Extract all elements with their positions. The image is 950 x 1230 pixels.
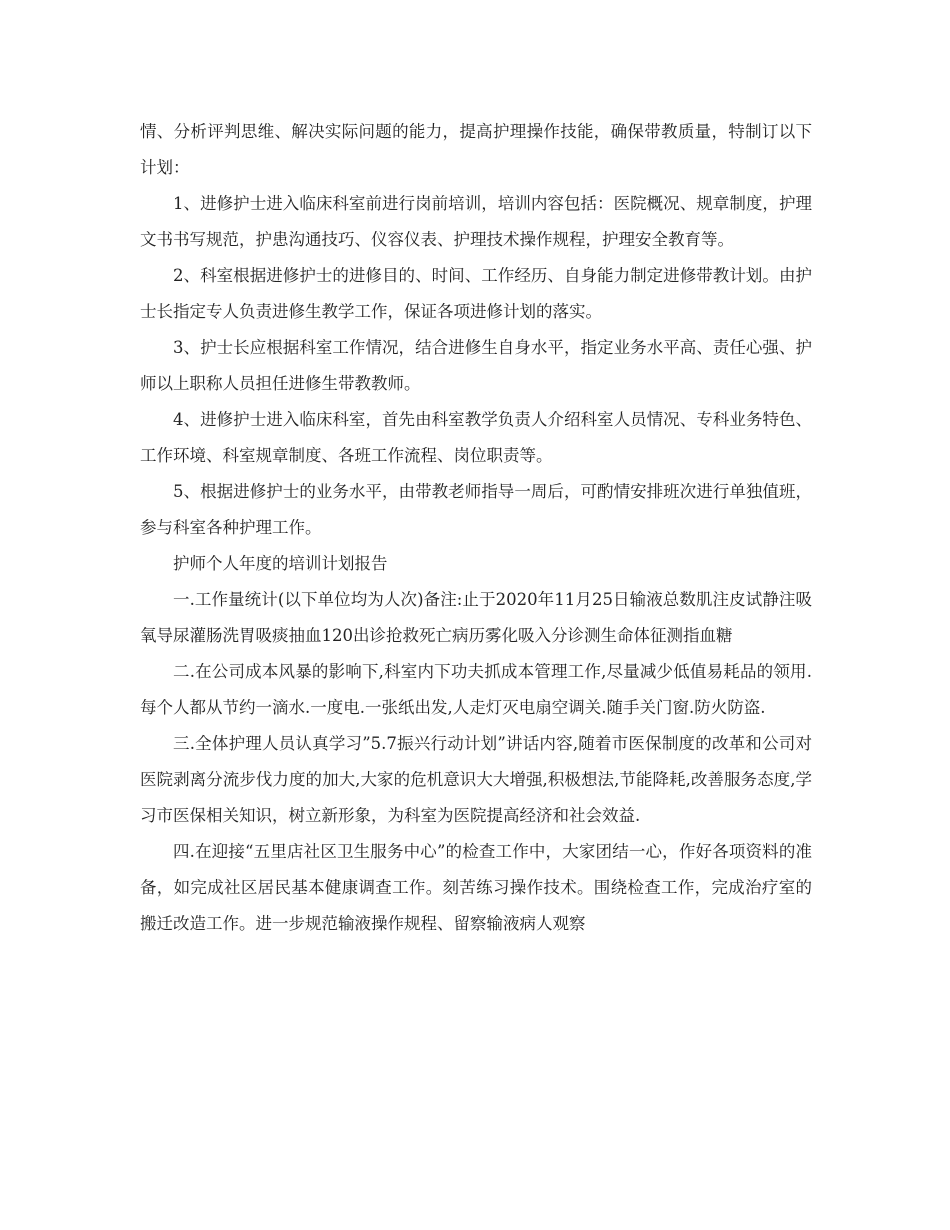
paragraph-section-2: 二.在公司成本风暴的影响下,科室内下功夫抓成本管理工作,尽量减少低值易耗品的领用.每个人都从节约一滴水.一度电.一张纸出发,人走灯灭电扇空调关.随手关门窗.防火防盗.: [140, 662, 812, 717]
paragraph-item-3: 3、护士长应根据科室工作情况，结合进修生自身水平，指定业务水平高、责任心强、护师以上职称人员担任进修生带教教师。: [140, 338, 812, 393]
paragraph-item-5: 5、根据进修护士的业务水平，由带教老师指导一周后，可酌情安排班次进行单独值班，参与科室各种护理工作。: [140, 482, 812, 537]
document-body: [140, 114, 812, 942]
paragraph-section-4: 四.在迎接“五里店社区卫生服务中心”的检查工作中，大家团结一心，作好各项资料的准备，如完成社区居民基本健康调查工作。刻苦练习操作技术。围绕检查工作，完成治疗室的搬迁改造工作。进一步规范输液操作规程、留察输液病人观察: [140, 842, 812, 933]
paragraph-item-2: 2、科室根据进修护士的进修目的、时间、工作经历、自身能力制定进修带教计划。由护士长指定专人负责进修生教学工作，保证各项进修计划的落实。: [140, 266, 812, 321]
paragraph-item-1: 1、进修护士进入临床科室前进行岗前培训，培训内容包括：医院概况、规章制度，护理文书书写规范，护患沟通技巧、仪容仪表、护理技术操作规程，护理安全教育等。: [140, 194, 812, 249]
section-heading: 护师个人年度的培训计划报告: [173, 554, 388, 573]
paragraph-item-4: 4、进修护士进入临床科室，首先由科室教学负责人介绍科室人员情况、专科业务特色、工作环境、科室规章制度、各班工作流程、岗位职责等。: [140, 410, 812, 465]
paragraph-intro-continuation: 情、分析评判思维、解决实际问题的能力，提高护理操作技能，确保带教质量，特制订以下计划：: [140, 122, 812, 177]
paragraph-section-3: 三.全体护理人员认真学习”5.7振兴行动计划”讲话内容,随着市医保制度的改革和公司对医院剥离分流步伐力度的加大,大家的危机意识大大增强,积极想法,节能降耗,改善服务态度,学习市医保相关知识，树立新形象，为科室为医院提高经济和社会效益.: [140, 734, 812, 825]
paragraph-section-1: 一.工作量统计(以下单位均为人次)备注:止于2020年11月25日输液总数肌注皮试静注吸氧导尿灌肠洗胃吸痰抽血120出诊抢救死亡病历雾化吸入分诊测生命体征测指血糖: [140, 590, 812, 645]
